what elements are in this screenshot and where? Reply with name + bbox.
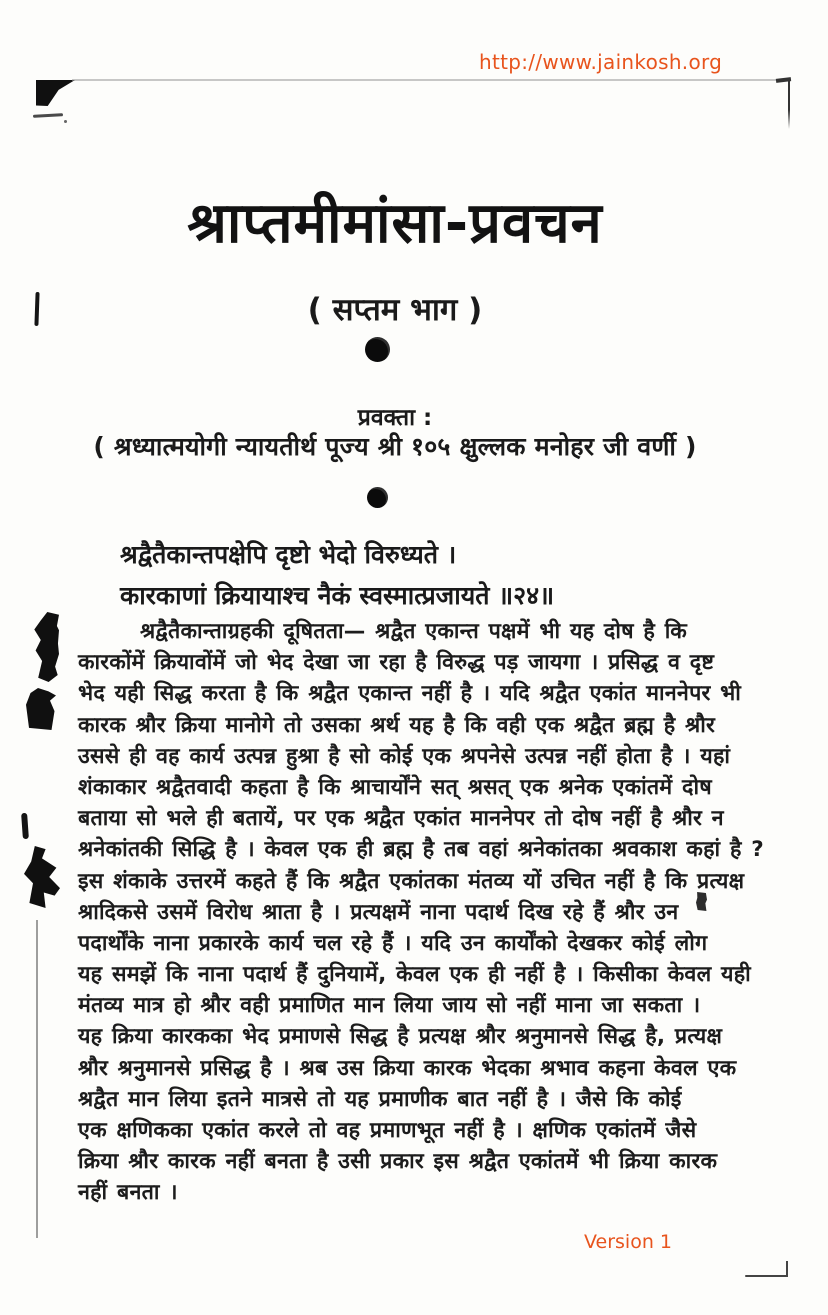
scan-artifact-left-blob-2	[26, 688, 56, 730]
body-line: यह समझें कि नाना पदार्थ हैं दुनियामें, केवल एक ही नहीं है । किसीका केवल यही	[78, 962, 751, 988]
body-line: भेद यही सिद्ध करता है कि श्रद्वैत एकान्त नहीं है । यदि श्रद्वैत एकांत माननेपर भी	[78, 681, 742, 707]
body-line: यह क्रिया कारकका भेद प्रमाणसे सिद्ध है प्रत्यक्ष श्रौर श्रनुमानसे सिद्ध है, प्रत्यक्ष	[78, 1024, 723, 1050]
body-line: बताया सो भले ही बतायें, पर एक श्रद्वैत एकांत माननेपर तो दोष नहीं है श्रौर न	[78, 806, 724, 832]
body-line: इस शंकाके उत्तरमें कहते हैं कि श्रद्वैत एकांतका मंतव्य यों उचित नहीं है कि प्रत्यक्ष	[78, 868, 745, 894]
verse-line-2: कारकाणां क्रियायाश्च नैकं स्वस्मात्प्रजायते ॥२४॥	[120, 581, 555, 610]
speaker-name: ( श्रध्यात्मयोगी न्यायतीर्थ पूज्य श्री १०५ क्षुल्लक मनोहर जी वर्णी )	[93, 432, 697, 461]
body-line: मंतव्य मात्र हो श्रौर वही प्रमाणित मान लिया जाय सो नहीं माना जा सकता ।	[78, 993, 701, 1019]
scan-artifact-dash	[33, 113, 63, 118]
body-line: शंकाकार श्रद्वैतवादी कहता है कि श्राचार्योंने सत् श्रसत् एक श्रनेक एकांतमें दोष	[78, 774, 712, 800]
scan-artifact-left-blob-3	[24, 846, 60, 908]
scan-artifact-corner-vline	[788, 81, 790, 129]
scan-artifact-dot	[64, 120, 67, 123]
scan-artifact-top-rule	[72, 79, 784, 81]
ornament-dot-icon	[365, 337, 390, 362]
body-line: पदार्थोंके नाना प्रकारके कार्य चल रहे हैं । यदि उन कार्योंको देखकर कोई लोग	[78, 930, 708, 956]
body-line: एक क्षणिकका एकांत करले तो वह प्रमाणभूत नहीं है । क्षणिक एकांतमें जैसे	[78, 1118, 697, 1143]
scan-artifact-left-tick-2	[21, 813, 29, 839]
body-line: श्रादिकसे उसमें विरोध श्राता है । प्रत्यक्षमें नाना पदार्थ दिख रहे हैं श्रौर उन	[78, 899, 679, 925]
jainkosh-url-link[interactable]: http://www.jainkosh.org	[479, 50, 723, 74]
body-line: श्रौर श्रनुमानसे प्रसिद्ध है । श्रब उस क्रिया कारक भेदका श्रभाव कहना केवल एक	[78, 1055, 737, 1081]
book-title: श्राप्तमीमांसा-प्रवचन	[187, 191, 603, 256]
scan-artifact-bottom-rule	[745, 1275, 788, 1277]
body-line: श्रद्वैत मान लिया इतने मात्रसे तो यह प्रमाणीक बात नहीं है । जैसे कि कोई	[78, 1086, 682, 1112]
body-line: नहीं बनता ।	[78, 1180, 178, 1206]
body-paragraph	[78, 616, 764, 1209]
scan-artifact-left-vline	[36, 920, 38, 1238]
scan-artifact-bottom-hook	[786, 1261, 788, 1277]
body-line: श्रद्वैतैकान्ताग्रहकी दूषितता— श्रद्वैत एकान्त पक्षमें भी यह दोष है कि	[140, 619, 687, 644]
body-line: क्रिया श्रौर कारक नहीं बनता है उसी प्रकार इस श्रद्वैत एकांतमें भी क्रिया कारक	[78, 1149, 718, 1175]
body-line: कारक श्रौर क्रिया मानोगे तो उसका श्रर्थ यह है कि वही एक श्रद्वैत ब्रह्म है श्रौर	[78, 712, 716, 738]
volume-subtitle: ( सप्तम भाग )	[307, 292, 483, 328]
body-line: कारकोंमें क्रियावोंमें जो भेद देखा जा रहा है विरुद्ध पड़ जायगा । प्रसिद्ध व दृष्ट	[78, 650, 715, 676]
body-line: श्रनेकांतकी सिद्धि है । केवल एक ही ब्रह्म है तब वहां श्रनेकांतका श्रवकाश कहां है ?	[78, 837, 764, 863]
verse-line-1: श्रद्वैतैकान्तपक्षेपि दृष्टो भेदो विरुध्यते ।	[120, 540, 457, 569]
body-line: उससे ही वह कार्य उत्पन्न हुश्रा है सो कोई एक श्रपनेसे उत्पन्न नहीं होता है । यहां	[78, 743, 731, 769]
speaker-label: प्रवक्ता :	[357, 405, 433, 431]
scan-artifact-corner-triangle	[36, 80, 75, 106]
scan-artifact-left-blob-1	[33, 612, 59, 682]
ornament-dot-icon	[367, 487, 388, 508]
sanskrit-verse	[120, 534, 554, 616]
version-label: Version 1	[584, 1231, 672, 1253]
